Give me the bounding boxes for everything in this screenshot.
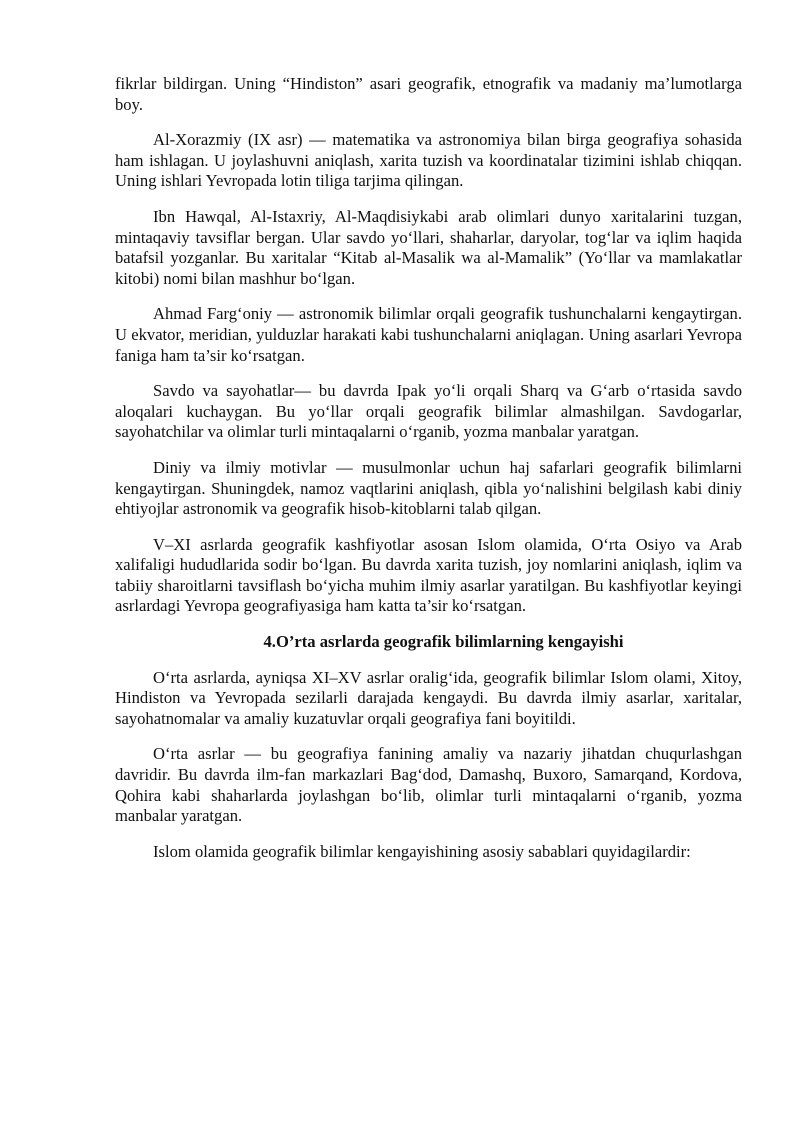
paragraph-orta-asrlarda: O‘rta asrlarda, ayniqsa XI–XV asrlar oralig‘ida, geografik bilimlar Islom olami, Xitoy, Hindiston va Yevropada sezilarli darajada kengaydi. Bu davrda ilmiy asarlar, xaritalar, sayohatnomalar va amaliy kuzatuvlar orqali geografiya fani boyitildi. (115, 667, 742, 728)
paragraph-v-xi-asrlar: V–XI asrlarda geografik kashfiyotlar asosan Islom olamida, O‘rta Osiyo va Arab xalifaligi hududlarida sodir bo‘lgan. Bu davrda xarita tuzish, joy nomlarini aniqlash, iqlim va tabiiy sharoitlarni tavsiflash bo‘yicha muhim ilmiy asarlar yaratilgan. Bu kashfiyotlar keyingi asrlardagi Yevropa geografiyasiga ham katta ta’sir ko‘rsatgan. (115, 534, 742, 616)
document-page (115, 74, 742, 877)
paragraph-al-xorazmiy: Al-Xorazmiy (IX asr) — matematika va astronomiya bilan birga geografiya sohasida ham ishlagan. U joylashuvni aniqlash, xarita tuzish va koordinatalar tizimini ishlab chiqqan. Uning ishlari Yevropada lotin tiliga tarjima qilingan. (115, 130, 742, 191)
paragraph-orta-asrlar-davri: O‘rta asrlar — bu geografiya fanining amaliy va nazariy jihatdan chuqurlashgan davridir. Bu davrda ilm-fan markazlari Bag‘dod, Damashq, Buxoro, Samarqand, Kordova, Qohira kabi shaharlarda joylashgan bo‘lib, olimlar turli mintaqalarni o‘rganib, yozma manbalar yaratgan. (115, 744, 742, 826)
paragraph-diniy-motivlar: Diniy va ilmiy motivlar — musulmonlar uchun haj safarlari geografik bilimlarni kengaytirgan. Shuningdek, namoz vaqtlarini aniqlash, qibla yo‘nalishini belgilash kabi diniy ehtiyojlar astronomik va geografik hisob-kitoblarni talab qilgan. (115, 457, 742, 519)
paragraph-savdo-sayohatlar: Savdo va sayohatlar— bu davrda Ipak yo‘li orqali Sharq va G‘arb o‘rtasida savdo aloqalari kuchaygan. Bu yo‘llar orqali geografik bilimlar almashilgan. Savdogarlar, sayohatchilar va olimlar turli mintaqalarni o‘rganib, yozma manbalar yaratgan. (115, 381, 742, 442)
section-heading: 4.O’rta asrlarda geografik bilimlarning kengayishi (263, 632, 624, 652)
paragraph-arab-olimlari: Ibn Hawqal, Al-Istaxriy, Al-Maqdisiykabi arab olimlari dunyo xaritalarini tuzgan, mintaqaviy tavsiflar bergan. Ular savdo yo‘llari, shaharlar, daryolar, tog‘lar va iqlim haqida batafsil yozganlar. Bu xaritalar “Kitab al-Masalik wa al-Mamalik” (Yo‘llar va mamlakatlar kitobi) nomi bilan mashhur bo‘lgan. (115, 206, 742, 288)
paragraph-hindiston: fikrlar bildirgan. Uning “Hindiston” asari geografik, etnografik va madaniy ma’lumotlarga boy. (115, 74, 742, 114)
paragraph-asosiy-sabablar: Islom olamida geografik bilimlar kengayishining asosiy sabablari quyidagilardir: (153, 841, 691, 861)
paragraph-ahmad-fargoniy: Ahmad Farg‘oniy — astronomik bilimlar orqali geografik tushunchalarni kengaytirgan. U ekvator, meridian, yulduzlar harakati kabi tushunchalarni aniqlagan. Uning asarlari Yevropa faniga ham ta’sir ko‘rsatgan. (115, 304, 742, 365)
